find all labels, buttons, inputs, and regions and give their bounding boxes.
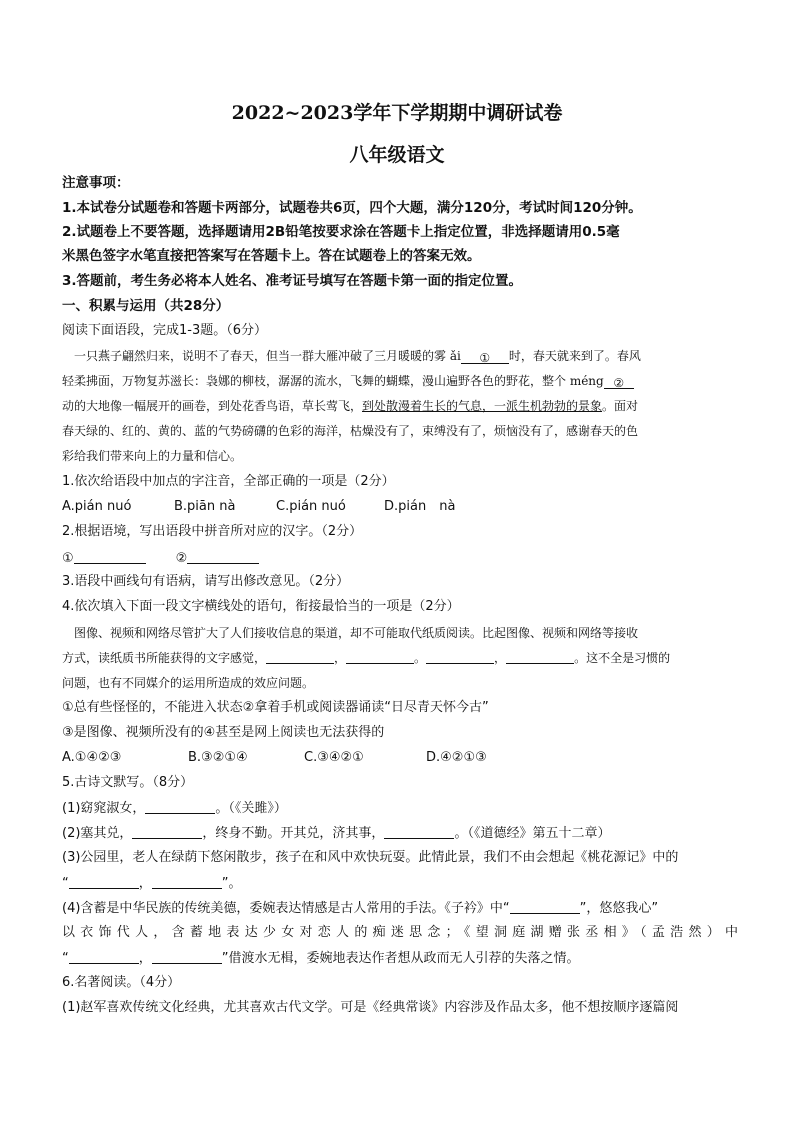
passage-line-5: 彩给我们带来向上的力量和信心。 — [62, 449, 243, 463]
option-c[interactable]: C.pián nuó — [276, 499, 346, 514]
option-b[interactable]: B.piān nà — [174, 499, 236, 514]
q4-passage-line-2: 方式，读纸质书所能获得的文字感觉， ， 。 ， 。这不全是习惯的 — [62, 651, 671, 665]
question-6-1: (1)赵军喜欢传统文化经典，尤其喜欢古代文学。可是《经典常谈》内容涉及作品太多，他不想按顺序逐篇阅 — [62, 1000, 679, 1015]
question-4: 4.依次填入下面一段文字横线处的语句，衔接最恰当的一项是（2分） — [62, 599, 460, 614]
passage-line-3: 动的大地像一幅展开的画卷，到处花香鸟语，草长莺飞，到处散漫着生长的气息，一派生机勃勃的景象。面对 — [62, 399, 639, 413]
q4-blank-2[interactable] — [346, 649, 414, 664]
notice-item-2-cont: 米黑色签字水笔直接把答案写在答题卡上。答在试题卷上的答案无效。 — [62, 248, 481, 264]
q4-items-2: ③是图像、视频所没有的④甚至是网上阅读也无法获得的 — [62, 725, 385, 740]
answer-blank-2[interactable] — [187, 549, 259, 564]
q5-4-blank-1[interactable] — [510, 899, 580, 914]
answer-blank-1[interactable] — [74, 549, 146, 564]
question-3: 3.语段中画线句有语病，请写出修改意见。（2分） — [62, 574, 350, 589]
option-b[interactable]: B.③②①④ — [188, 750, 248, 765]
underlined-sentence: 到处散漫着生长的气息，一派生机勃勃的景象 — [362, 399, 603, 413]
passage-line-1: 一只燕子翩然归来，说明不了春天，但当一群大雁冲破了三月暖暖的雾 ǎi ① 时，春天就来到了。春风 — [74, 349, 641, 365]
option-d[interactable]: D.④②①③ — [426, 750, 487, 765]
exam-title: 2022~2023学年下学期期中调研试卷 — [231, 102, 563, 124]
question-1: 1.依次给语段中加点的字注音，全部正确的一项是（2分） — [62, 474, 395, 489]
passage-line-4: 春天绿的、红的、黄的、蓝的气势磅礴的色彩的海洋，枯燥没有了，束缚没有了，烦恼没有了，感谢春天的色 — [62, 424, 639, 438]
question-1-options — [62, 498, 738, 516]
q4-blank-1[interactable] — [266, 649, 334, 664]
question-4-options — [62, 749, 738, 767]
notice-item-3: 3.答题前，考生务必将本人姓名、准考证号填写在答题卡第一面的指定位置。 — [62, 273, 523, 289]
notice-item-2: 2.试题卷上不要答题，选择题请用2B铅笔按要求涂在答题卡上指定位置，非选择题请用0.5毫 — [62, 224, 620, 240]
question-5-3: (3)公园里，老人在绿荫下悠闲散步，孩子在和风中欢快玩耍。此情此景，我们不由会想起《桃花源记》中的 — [62, 850, 679, 865]
blank-2[interactable]: ② — [604, 374, 634, 389]
q5-2-blank-2[interactable] — [384, 824, 454, 839]
question-intro: 阅读下面语段，完成1-3题。（6分） — [62, 323, 268, 338]
q5-3-blank-2[interactable] — [152, 874, 222, 889]
section-heading: 一、积累与运用（共28分） — [62, 298, 230, 314]
notice-item-1: 1.本试卷分试题卷和答题卡两部分，试题卷共6页，四个大题，满分120分，考试时间120分钟。 — [62, 200, 642, 216]
question-5-1: (1)窈窕淑女， 。（《关雎》） — [62, 801, 287, 816]
blank-1[interactable]: ① — [461, 349, 509, 364]
question-6: 6.名著阅读。（4分） — [62, 975, 181, 990]
q5-1-blank[interactable] — [145, 799, 215, 814]
option-d[interactable]: D.pián nà — [384, 499, 456, 514]
q5-4-blank-3[interactable] — [152, 949, 222, 964]
q5-2-blank-1[interactable] — [132, 824, 202, 839]
question-2-answers: ① ② — [62, 549, 738, 568]
option-c[interactable]: C.③④②① — [304, 750, 364, 765]
q4-passage-line-3: 问题，也有不同媒介的运用所造成的效应问题。 — [62, 676, 315, 690]
question-5-3-blanks: “ ， ”。 — [62, 876, 242, 891]
option-a[interactable]: A.①④②③ — [62, 750, 122, 765]
question-5-4: (4)含蓄是中华民族的传统美德，委婉表达情感是古人常用的手法。《子衿》中“ ”，悠悠我心” — [62, 901, 659, 916]
question-5-4-line-3: “ ， ”借渡水无楫，委婉地表达作者想从政而无人引荐的失落之情。 — [62, 951, 580, 966]
question-5: 5.古诗文默写。（8分） — [62, 775, 194, 790]
passage-line-2: 轻柔拂面，万物复苏滋长：袅娜的柳枝，潺潺的流水，飞舞的蝴蝶，漫山遍野各色的野花，整个 méng ② — [62, 372, 738, 390]
notice-heading: 注意事项： — [62, 175, 130, 191]
q4-passage-line-1: 图像、视频和网络尽管扩大了人们接收信息的渠道，却不可能取代纸质阅读。比起图像、视频和网络等接收 — [74, 626, 639, 640]
exam-subtitle: 八年级语文 — [349, 144, 445, 166]
q4-blank-4[interactable] — [506, 649, 574, 664]
q5-3-blank-1[interactable] — [69, 874, 139, 889]
question-5-2: (2)塞其兑， ，终身不勤。开其兑，济其事， 。（《道德经》第五十二章） — [62, 826, 611, 841]
q5-4-blank-2[interactable] — [69, 949, 139, 964]
q4-items-1: ①总有些怪怪的，不能进入状态②拿着手机或阅读器诵读“日尽青天怀今古” — [62, 700, 489, 715]
question-2: 2.根据语境，写出语段中拼音所对应的汉字。（2分） — [62, 524, 363, 539]
question-5-4-line-2: 以衣饰代人，含蓄地表达少女对恋人的痴迷思念；《望洞庭湖赠张丞相》（孟浩然）中 — [62, 925, 738, 940]
option-a[interactable]: A.pián nuó — [62, 499, 132, 514]
q4-blank-3[interactable] — [426, 649, 494, 664]
